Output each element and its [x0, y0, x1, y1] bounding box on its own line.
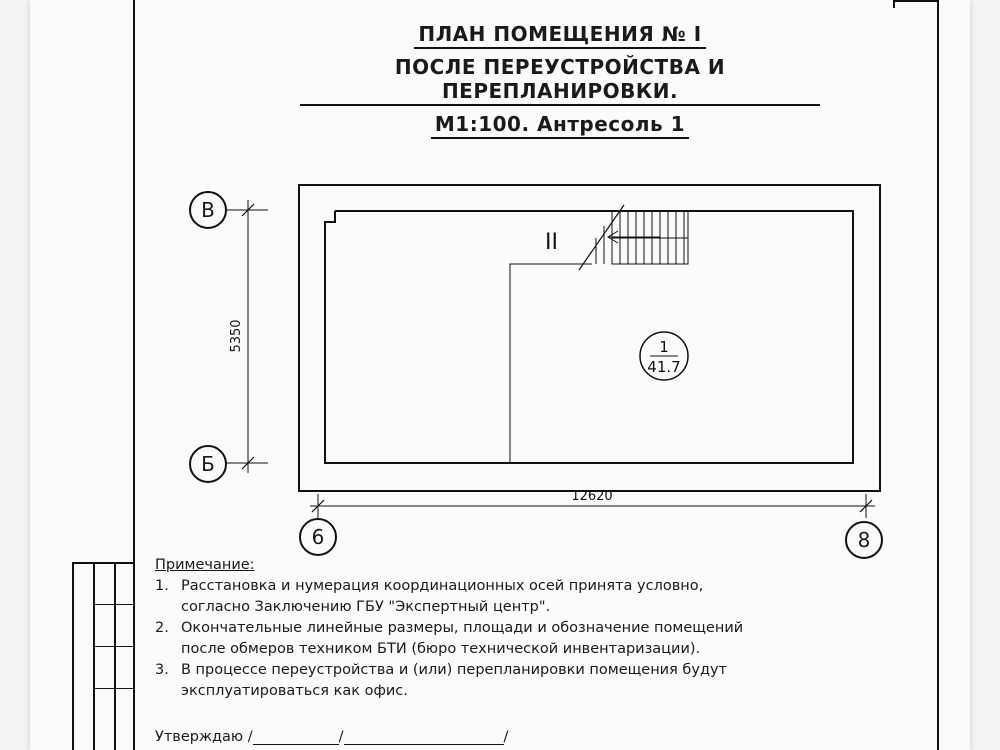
axis-marker-8: 8 — [845, 521, 883, 559]
inner-wall — [325, 211, 853, 463]
title-line-3: М1:100. Антресоль 1 — [431, 112, 689, 139]
axis-marker-6: 6 — [299, 518, 337, 556]
approval-blank-2 — [344, 728, 504, 745]
approval-line — [155, 728, 508, 745]
note-number-3: 3. — [155, 662, 169, 678]
title-line-2: ПОСЛЕ ПЕРЕУСТРОЙСТВА И ПЕРЕПЛАНИРОВКИ. — [300, 55, 820, 106]
note-1-line-1: Расстановка и нумерация координационных осей принята условно, — [181, 578, 704, 594]
note-item-1 — [155, 576, 795, 618]
notes-heading: Примечание: — [155, 557, 255, 573]
room-number: 1 — [659, 338, 669, 356]
note-2-line-1: Окончательные линейные размеры, площади и обозначение помещений — [181, 620, 744, 636]
note-2-line-2: после обмеров техником БТИ (бюро технической инвентаризации). — [181, 641, 701, 657]
note-3-line-1: В процессе переустройства и (или) перепланировки помещения будут — [181, 662, 728, 678]
note-number-1: 1. — [155, 578, 169, 594]
note-item-2 — [155, 618, 795, 660]
approval-separator-3: / — [503, 729, 509, 745]
room-area: 41.7 — [647, 358, 681, 376]
staircase — [579, 205, 688, 270]
interior-partition — [510, 264, 592, 463]
approval-label: Утверждаю — [155, 729, 244, 745]
stair-label: II — [545, 230, 558, 255]
vertical-dimension-value: 5350 — [229, 319, 244, 353]
axis-marker-v-top: В — [189, 191, 227, 229]
approval-separator-2: / — [338, 729, 344, 745]
note-1-line-2: согласно Заключению ГБУ "Экспертный центр". — [181, 599, 551, 615]
approval-separator-1: / — [247, 729, 253, 745]
horizontal-dimension-value: 12620 — [571, 489, 613, 504]
approval-blank-1 — [253, 728, 339, 745]
note-item-3 — [155, 660, 795, 702]
axis-marker-b-bottom: Б — [189, 445, 227, 483]
note-number-2: 2. — [155, 620, 169, 636]
outer-wall — [299, 185, 880, 491]
note-3-line-2: эксплуатироваться как офис. — [181, 683, 408, 699]
title-line-1: ПЛАН ПОМЕЩЕНИЯ № I — [414, 22, 705, 49]
notes-section — [155, 555, 795, 702]
